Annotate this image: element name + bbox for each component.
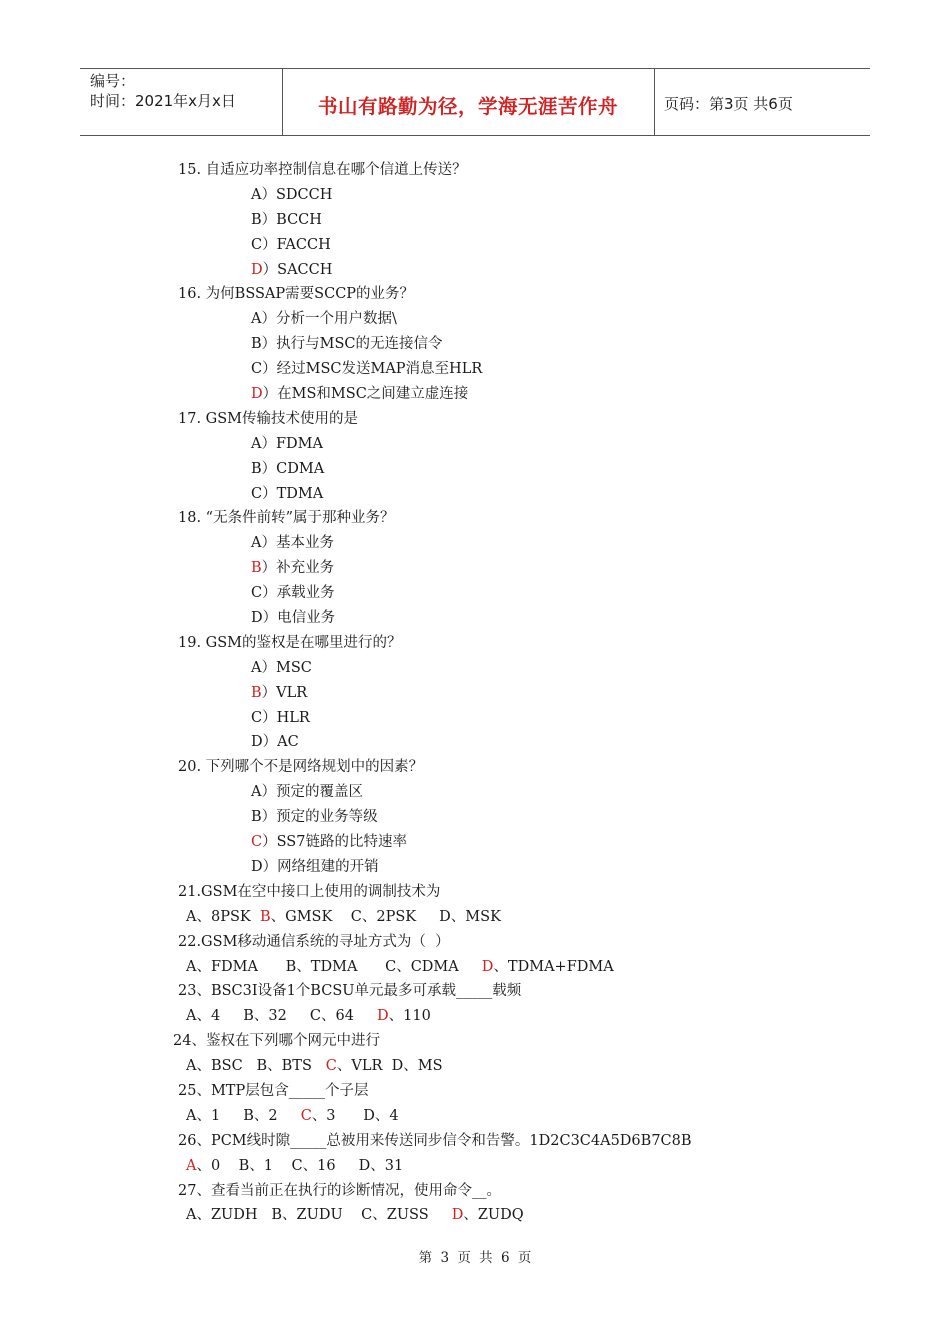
option-text: 、2PSK (361, 908, 417, 925)
answer-option (0, 432, 950, 457)
correct-option-letter: C (325, 1058, 337, 1075)
option-text: ）电信业务 (262, 610, 336, 627)
answer-option-row (0, 1154, 950, 1179)
option-letter: B (238, 1157, 250, 1174)
option-text: 、BSC (196, 1058, 243, 1075)
option-letter: B (251, 336, 262, 353)
option-text: ）预定的覆盖区 (261, 784, 363, 801)
option-text: 、CDMA (396, 958, 459, 975)
option-text: 、1 (196, 1107, 221, 1124)
option-letter: B (256, 1058, 268, 1075)
answer-option-row (0, 905, 950, 930)
question-stem: 19. GSM的鉴权是在哪里进行的？ (178, 634, 402, 651)
answer-option (0, 656, 950, 681)
option-text: ）补充业务 (261, 560, 335, 577)
correct-option-letter: D (451, 1207, 464, 1224)
option-text: ）VLR (261, 684, 308, 701)
option-letter: B (243, 1008, 254, 1025)
option-letter: B (251, 211, 262, 228)
option-letter: C (251, 709, 263, 726)
option-gap (429, 1207, 452, 1223)
option-text: 、2 (253, 1107, 278, 1124)
option-letter: B (285, 958, 297, 975)
correct-option-letter: A (186, 1157, 197, 1174)
header-divider-right (654, 68, 655, 135)
answer-option (0, 233, 950, 258)
option-letter: A (251, 435, 262, 452)
footer-word: 页 (517, 1250, 532, 1266)
option-gap (273, 1158, 291, 1174)
answer-option (0, 183, 950, 208)
correct-option-letter: C (300, 1107, 312, 1124)
option-text: 、ZUDH (196, 1207, 258, 1224)
option-gap (382, 1058, 391, 1074)
option-text: ）网络组建的开销 (262, 858, 379, 875)
answer-option-row (0, 1203, 950, 1228)
question-stem: 20. 下列哪个不是网络规划中的因素？ (178, 759, 424, 776)
answer-option (0, 258, 950, 283)
answer-option (0, 382, 950, 407)
option-text: ）SACCH (262, 261, 333, 278)
question-stem: 18. “无条件前转”属于那种业务？ (178, 510, 395, 527)
option-gap (416, 909, 439, 925)
option-text: ）基本业务 (261, 535, 334, 552)
option-gap (258, 1207, 272, 1223)
option-text: ）TDMA (262, 485, 324, 502)
header-motto: 书山有路勤为径，学海无涯苦作舟 (317, 95, 618, 118)
question-stem: 24、鉴权在下列哪个网元中进行 (173, 1033, 380, 1050)
question-stem: 26、PCM线时隙_____总被用来传送同步信令和告警。1D2C3C4A5D6B7C8B (178, 1132, 692, 1149)
answer-option (0, 606, 950, 631)
answer-option-row (0, 1054, 950, 1079)
question-stem: 21.GSM在空中接口上使用的调制技术为 (178, 883, 441, 900)
option-text: 、FDMA (196, 958, 258, 975)
option-text: ）BCCH (261, 211, 322, 228)
option-letter: C (309, 1008, 322, 1025)
question-stem: 25、MTP层包含_____个子层 (178, 1082, 369, 1099)
option-letter: C (361, 1207, 373, 1224)
header-bottom-rule (80, 135, 870, 136)
option-letter: D (251, 734, 263, 751)
option-text: ）经过MSC发送MAP消息至HLR (262, 361, 483, 378)
question-stem: 15. 自适应功率控制信息在哪个信道上传送？ (178, 162, 467, 178)
answer-option (0, 830, 950, 855)
option-gap (332, 909, 350, 925)
option-text: 、GMSK (270, 908, 333, 925)
option-letter: B (243, 1107, 254, 1124)
option-text: 、4 (196, 1008, 221, 1025)
option-letter: C (251, 485, 263, 502)
correct-option-letter: D (251, 261, 263, 278)
question-stem: 23、BSC3I设备1个BCSU单元最多可承载_____载频 (178, 983, 522, 1000)
option-gap (459, 959, 482, 975)
option-text: 、TDMA (296, 958, 358, 975)
option-letter: C (350, 908, 362, 925)
option-letter: B (251, 809, 262, 826)
option-text: ）SS7链路的比特速率 (262, 834, 407, 851)
answer-option (0, 357, 950, 382)
option-text: ）FDMA (261, 435, 323, 452)
option-letter: C (291, 1157, 303, 1174)
option-letter: C (251, 585, 263, 602)
option-letter: D (251, 858, 263, 875)
option-letter: A (186, 958, 197, 975)
correct-option-letter: C (251, 834, 263, 851)
option-letter: A (186, 1058, 197, 1075)
option-gap (287, 1008, 310, 1024)
option-text: 、MS (403, 1058, 443, 1075)
option-gap (312, 1058, 326, 1074)
option-text: 、ZUDU (282, 1207, 343, 1224)
option-gap (220, 1008, 243, 1024)
option-gap (220, 1158, 238, 1174)
doc-time-label: 时间：2021年x月x日 (90, 92, 236, 110)
header-page-info: 页码：第3页 共6页 (664, 95, 793, 113)
option-letter: D (391, 1058, 404, 1075)
answer-option (0, 307, 950, 332)
option-text: ）AC (262, 734, 299, 751)
option-gap (343, 1207, 361, 1223)
answer-option (0, 482, 950, 507)
footer-word: 共 (479, 1250, 493, 1266)
option-text: 、32 (253, 1008, 287, 1025)
correct-option-letter: D (377, 1008, 389, 1025)
option-letter: A (251, 659, 262, 676)
footer-word: 第 (418, 1250, 433, 1266)
option-text: ）HLR (262, 709, 310, 726)
answer-option (0, 730, 950, 755)
option-letter: A (251, 784, 262, 801)
option-letter: D (439, 908, 451, 925)
option-letter: A (251, 535, 262, 552)
correct-option-letter: B (259, 908, 271, 925)
option-text: ）承载业务 (262, 585, 335, 602)
option-gap (258, 959, 286, 975)
doc-code-label: 编号： (90, 72, 136, 90)
answer-option (0, 706, 950, 731)
option-letter: A (186, 908, 197, 925)
option-letter: D (358, 1157, 371, 1174)
answer-option (0, 855, 950, 880)
option-text: ）FACCH (262, 236, 331, 253)
answer-option-row (0, 1004, 950, 1029)
option-text: ）SDCCH (261, 186, 333, 203)
header-meta (90, 71, 236, 111)
option-text: 、4 (374, 1107, 399, 1124)
option-text: 、8PSK (196, 908, 251, 925)
option-text: ）在MS和MSC之间建立虚连接 (262, 386, 469, 403)
option-gap (278, 1108, 301, 1124)
option-gap (251, 909, 260, 925)
option-gap (220, 1108, 243, 1124)
answer-option (0, 531, 950, 556)
question-stem: 17. GSM传输技术使用的是 (178, 410, 359, 427)
option-text: ）预定的业务等级 (261, 809, 378, 826)
option-gap (357, 959, 385, 975)
correct-option-letter: B (251, 560, 262, 577)
footer-total-pages: 6 (500, 1250, 510, 1266)
option-letter: C (251, 361, 263, 378)
option-text: 、BTS (267, 1058, 312, 1075)
correct-option-letter: D (481, 958, 494, 975)
footer-page-number: 3 (440, 1250, 450, 1266)
correct-option-letter: B (251, 684, 262, 701)
answer-option (0, 681, 950, 706)
option-gap (243, 1058, 257, 1074)
option-letter: C (251, 236, 263, 253)
option-letter: B (271, 1207, 283, 1224)
question-stem: 27、查看当前正在执行的诊断情况，使用命令__。 (178, 1182, 501, 1199)
question-list (0, 158, 950, 1228)
option-text: 、31 (370, 1157, 404, 1174)
option-text: ）CDMA (261, 460, 325, 477)
option-text: 、VLR (336, 1058, 383, 1075)
option-text: 、ZUSS (372, 1207, 429, 1224)
answer-option (0, 556, 950, 581)
option-letter: A (186, 1207, 197, 1224)
answer-option (0, 780, 950, 805)
option-gap (336, 1108, 364, 1124)
option-text: ）执行与MSC的无连接信令 (261, 336, 443, 353)
option-letter: B (251, 460, 262, 477)
option-text: 、110 (388, 1008, 431, 1025)
option-gap (336, 1158, 359, 1174)
answer-option-row (0, 955, 950, 980)
answer-option (0, 805, 950, 830)
option-letter: A (186, 1107, 197, 1124)
option-text: 、16 (302, 1157, 336, 1174)
answer-option (0, 457, 950, 482)
option-text: 、ZUDQ (463, 1207, 524, 1224)
option-letter: D (251, 610, 263, 627)
page-footer (0, 1246, 950, 1266)
answer-option-row (0, 1104, 950, 1129)
header-top-rule (80, 68, 870, 69)
answer-option (0, 332, 950, 357)
question-stem: 16. 为何BSSAP需要SCCP的业务？ (178, 286, 415, 303)
option-letter: A (251, 186, 262, 203)
option-text: ）MSC (261, 659, 312, 676)
option-text: 、3 (311, 1107, 336, 1124)
option-letter: A (251, 311, 262, 328)
option-text: 、1 (249, 1157, 274, 1174)
option-text: 、TDMA+FDMA (493, 958, 614, 975)
option-letter: D (363, 1107, 375, 1124)
option-text: 、MSK (450, 908, 501, 925)
option-text: ）分析一个用户数据\ (261, 311, 397, 328)
answer-option (0, 208, 950, 233)
option-letter: A (186, 1008, 197, 1025)
footer-word: 页 (457, 1250, 471, 1266)
answer-option (0, 581, 950, 606)
correct-option-letter: D (251, 386, 263, 403)
option-gap (354, 1008, 377, 1024)
question-stem: 22.GSM移动通信系统的寻址方式为（ ） (178, 933, 450, 950)
option-text: 、0 (196, 1157, 221, 1174)
option-text: 、64 (321, 1008, 354, 1025)
option-letter: C (385, 958, 397, 975)
